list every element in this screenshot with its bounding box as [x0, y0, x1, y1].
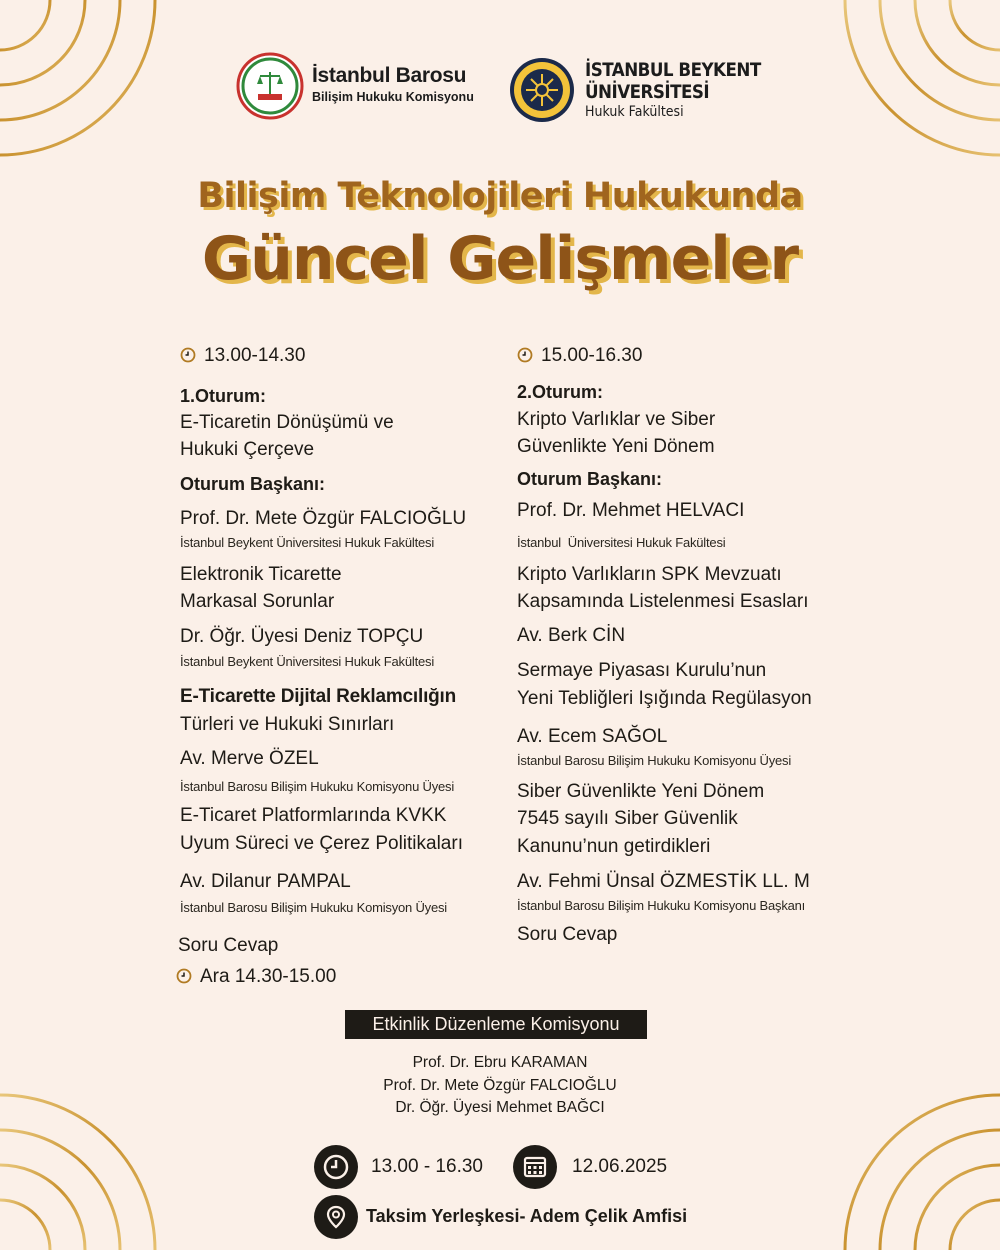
session1-chair-name: Prof. Dr. Mete Özgür FALCIOĞLU — [180, 508, 467, 529]
university-name-line1: İSTANBUL BEYKENT — [585, 59, 761, 81]
talk-speaker: Av. Merve ÖZEL — [180, 748, 319, 769]
session2-chair-affil: İstanbul Üniversitesi Hukuk Fakültesi — [517, 535, 726, 550]
faculty-name: Hukuk Fakültesi — [585, 104, 684, 120]
talk-title-line2: Uyum Süreci ve Çerez Politikaları — [180, 833, 463, 854]
talk-title-line1: E-Ticarette Dijital Reklamcılığın — [180, 686, 457, 707]
session2-chair-name: Prof. Dr. Mehmet HELVACI — [517, 500, 745, 521]
istanbul-barosu-logo — [236, 52, 304, 120]
session1-topic-line1: E-Ticaretin Dönüşümü ve — [180, 412, 394, 433]
session2-time-text: 15.00-16.30 — [541, 345, 643, 366]
clock-icon — [176, 968, 192, 984]
talk-title-line1: Sermaye Piyasası Kurulu’nun — [517, 660, 767, 681]
session1-time-text: 13.00-14.30 — [204, 345, 306, 366]
location-pin-icon — [314, 1195, 358, 1239]
talk-title-line1: Siber Güvenlikte Yeni Dönem — [517, 781, 765, 802]
talk-speaker-affil: İstanbul Barosu Bilişim Hukuku Komisyon Üyesi — [180, 900, 447, 915]
talk-title-line2: Türleri ve Hukuki Sınırları — [180, 714, 395, 735]
session1-qa: Soru Cevap — [178, 935, 279, 956]
footer-date: 12.06.2025 — [572, 1156, 668, 1177]
session2-topic-line1: Kripto Varlıklar ve Siber — [517, 409, 716, 430]
footer-calendar-badge — [513, 1145, 557, 1189]
clock-icon — [517, 347, 533, 363]
talk-speaker: Av. Dilanur PAMPAL — [180, 871, 351, 892]
event-title-line2: Güncel Gelişmeler — [201, 224, 799, 294]
committee-member: Prof. Dr. Mete Özgür FALCIOĞLU — [383, 1076, 617, 1094]
footer-location: Taksim Yerleşkesi- Adem Çelik Amfisi — [366, 1206, 688, 1226]
talk-speaker-affil: İstanbul Beykent Üniversitesi Hukuk Fakültesi — [180, 654, 435, 669]
session1-time — [180, 345, 305, 367]
talk-title-line3: Kanunu’nun getirdikleri — [517, 836, 711, 857]
talk-title-line1: E-Ticaret Platformlarında KVKK — [180, 805, 447, 826]
session2-qa: Soru Cevap — [517, 924, 618, 945]
university-name-line2: ÜNİVERSİTESİ — [585, 81, 710, 103]
talk-title-line2: Yeni Tebliğleri Işığında Regülasyon — [517, 688, 812, 709]
talk-speaker: Av. Berk CİN — [517, 625, 626, 646]
session2-time — [517, 345, 642, 367]
clock-icon — [314, 1145, 358, 1189]
talk-title-line2: Markasal Sorunlar — [180, 591, 335, 612]
break-time-text: Ara 14.30-15.00 — [200, 966, 337, 987]
talk-speaker-affil: İstanbul Barosu Bilişim Hukuku Komisyonu Üyesi — [517, 753, 792, 768]
talk-speaker-affil: İstanbul Barosu Bilişim Hukuku Komisyonu Üyesi — [180, 779, 455, 794]
talk-speaker: Av. Fehmi Ünsal ÖZMESTİK LL. M — [517, 871, 810, 892]
talk-speaker: Av. Ecem SAĞOL — [517, 726, 668, 747]
session2-name: 2.Oturum: — [517, 382, 604, 402]
calendar-icon — [513, 1145, 557, 1189]
session2-topic-line2: Güvenlikte Yeni Dönem — [517, 436, 715, 457]
header-logos — [0, 52, 1000, 132]
session1-chair-label: Oturum Başkanı: — [180, 474, 326, 494]
talk-title-line2: 7545 sayılı Siber Güvenlik — [517, 808, 738, 829]
footer-time: 13.00 - 16.30 — [371, 1156, 483, 1177]
clock-icon — [180, 347, 196, 363]
event-title-line1: Bilişim Teknolojileri Hukukunda — [197, 176, 803, 216]
beykent-university-logo — [508, 56, 576, 124]
committee-member: Prof. Dr. Ebru KARAMAN — [412, 1054, 588, 1071]
talk-speaker: Dr. Öğr. Üyesi Deniz TOPÇU — [180, 626, 424, 647]
break-time — [176, 966, 336, 988]
committee-label: Etkinlik Düzenleme Komisyonu — [345, 1010, 647, 1039]
session1-chair-affil: İstanbul Beykent Üniversitesi Hukuk Fakültesi — [180, 535, 435, 550]
talk-speaker-affil: İstanbul Barosu Bilişim Hukuku Komisyonu Başkanı — [517, 898, 806, 913]
committee-member: Dr. Öğr. Üyesi Mehmet BAĞCI — [395, 1099, 605, 1116]
session2-chair-label: Oturum Başkanı: — [517, 469, 663, 489]
committee-members — [0, 1052, 1000, 1120]
baro-subtitle: Bilişim Hukuku Komisyonu — [312, 90, 474, 104]
footer-location-badge — [314, 1195, 358, 1239]
talk-title-line1: Elektronik Ticarette — [180, 564, 342, 585]
session1-topic-line2: Hukuki Çerçeve — [180, 439, 315, 460]
session1-name: 1.Oturum: — [180, 386, 267, 406]
talk-title-line1: Kripto Varlıkların SPK Mevzuatı — [517, 564, 782, 585]
footer-clock-badge — [314, 1145, 358, 1189]
talk-title-line2: Kapsamında Listelenmesi Esasları — [517, 591, 809, 612]
baro-title: İstanbul Barosu — [312, 64, 467, 87]
